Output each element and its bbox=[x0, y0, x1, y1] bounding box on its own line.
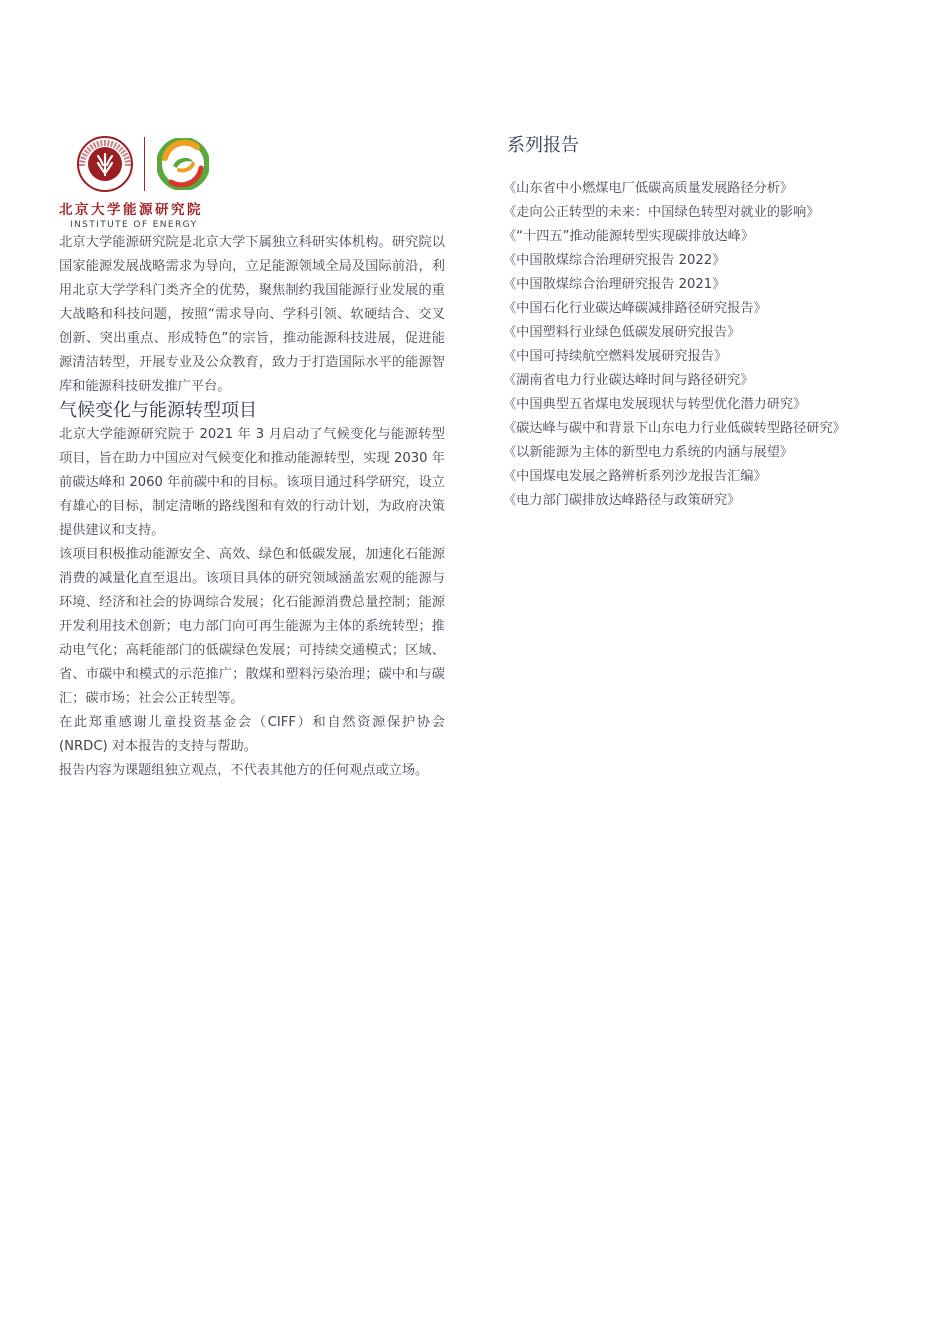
report-item: 《碳达峰与碳中和背景下山东电力行业低碳转型路径研究》 bbox=[503, 421, 846, 436]
climate-project-paragraph-2: 该项目积极推动能源安全、高效、绿色和低碳发展，加速化石能源消费的减量化直至退出。该项目具体的研究领域涵盖宏观的能源与环境、经济和社会的协调综合发展；化石能源消费总量控制；能源开发利用技术创新；电力部门向可再生能源为主体的系统转型；推动电气化；高耗能部门的低碳绿色发展；可持续交通模式；区域、省、市碳中和模式的示范推广；散煤和塑料污染治理；碳中和与碳汇；碳市场；社会公正转型等。 bbox=[59, 547, 445, 706]
institute-name-cn: 北京大学能源研究院 bbox=[59, 202, 203, 218]
series-reports-list bbox=[503, 177, 927, 513]
right-column bbox=[503, 134, 927, 513]
report-item: 《走向公正转型的未来：中国绿色转型对就业的影响》 bbox=[503, 205, 820, 220]
acknowledgement: 在此郑重感谢儿童投资基金会（CIFF）和自然资源保护协会 (NRDC) 对本报告的支持与帮助。 bbox=[59, 715, 445, 754]
report-item: 《中国散煤综合治理研究报告 2022》 bbox=[503, 253, 726, 268]
report-item: 《中国散煤综合治理研究报告 2021》 bbox=[503, 277, 726, 292]
report-item: 《以新能源为主体的新型电力系统的内涵与展望》 bbox=[503, 445, 794, 460]
disclaimer: 报告内容为课题组独立观点，不代表其他方的任何观点或立场。 bbox=[59, 763, 429, 778]
institute-name-en: INSTITUTE OF ENERGY bbox=[70, 220, 198, 230]
climate-project-paragraph-1: 北京大学能源研究院于 2021 年 3 月启动了气候变化与能源转型项目，旨在助力中国应对气候变化和推动能源转型，实现 2030 年前碳达峰和 2060 年前碳中和的目标。该项目通过科学研究，设立有雄心的目标，制定清晰的路线图和有效的行动计划，为政府决策提供建议和支持。 bbox=[59, 427, 445, 538]
energy-institute-emblem-icon bbox=[157, 138, 209, 190]
logo-divider bbox=[144, 137, 145, 191]
climate-project-title: 气候变化与能源转型项目 bbox=[59, 400, 257, 421]
report-item: 《中国典型五省煤电发展现状与转型优化潜力研究》 bbox=[503, 397, 807, 412]
left-column bbox=[59, 134, 445, 783]
report-item: 《山东省中小燃煤电厂低碳高质量发展路径分析》 bbox=[503, 181, 794, 196]
series-reports-title: 系列报告 bbox=[507, 135, 579, 156]
institute-logo bbox=[76, 134, 445, 194]
report-item: 《中国煤电发展之路辨析系列沙龙报告汇编》 bbox=[503, 469, 767, 484]
report-item: 《中国可持续航空燃料发展研究报告》 bbox=[503, 349, 728, 364]
logo-text bbox=[59, 202, 445, 231]
report-item: 《“十四五”推动能源转型实现碳排放达峰》 bbox=[503, 229, 755, 244]
report-item: 《中国石化行业碳达峰碳减排路径研究报告》 bbox=[503, 301, 767, 316]
report-item: 《中国塑料行业绿色低碳发展研究报告》 bbox=[503, 325, 741, 340]
peking-university-seal-icon bbox=[76, 135, 134, 193]
report-item: 《湖南省电力行业碳达峰时间与路径研究》 bbox=[503, 373, 754, 388]
report-item: 《电力部门碳排放达峰路径与政策研究》 bbox=[503, 493, 741, 508]
institute-intro: 北京大学能源研究院是北京大学下属独立科研实体机构。研究院以国家能源发展战略需求为导向，立足能源领域全局及国际前沿，利用北京大学学科门类齐全的优势，聚焦制约我国能源行业发展的重大战略和科技问题，按照“需求导向、学科引领、软硬结合、交叉创新、突出重点、形成特色”的宗旨，推动能源科技进展，促进能源清洁转型，开展专业及公众教育，致力于打造国际水平的能源智库和能源科技研发推广平台。 bbox=[59, 235, 445, 394]
